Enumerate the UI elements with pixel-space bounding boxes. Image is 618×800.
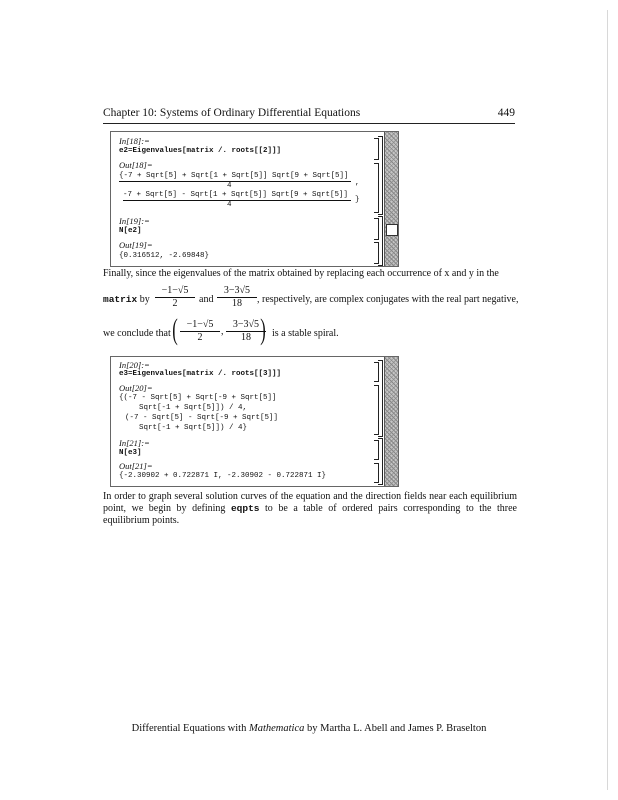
notebook-scrollbar[interactable] [384, 132, 398, 266]
in21-label: In[21]:= [119, 438, 150, 448]
matrix-word: matrix [103, 294, 138, 305]
in19-label: In[19]:= [119, 216, 150, 226]
out18-den2: 4 [227, 201, 232, 209]
in20-input[interactable]: e3=Eigenvalues[matrix /. roots[[3]]] [119, 370, 282, 378]
page-edge [607, 10, 608, 790]
out21-label: Out[21]= [119, 461, 153, 471]
group-bracket[interactable] [378, 216, 383, 266]
out18-fraction-bar-1 [119, 181, 351, 182]
notebook-cell-group-2 [110, 356, 399, 487]
out18-line1: {-7 + Sqrt[5] + Sqrt[1 + Sqrt[5]] Sqrt[9 + Sqrt[5]] [119, 172, 349, 180]
out20-line2: Sqrt[-1 + Sqrt[5]]) / 4, [139, 404, 248, 412]
out20-label: Out[20]= [119, 383, 153, 393]
fraction-a [155, 285, 195, 310]
in21-input[interactable]: N[e3] [119, 449, 142, 457]
fraction-b [217, 285, 257, 310]
notebook-cell-group-1 [110, 131, 399, 267]
by-word: by [137, 294, 150, 305]
out20-line3: (-7 - Sqrt[5] - Sqrt[-9 + Sqrt[5]] [125, 414, 279, 422]
out20-line1: {(-7 - Sqrt[5] + Sqrt[-9 + Sqrt[5]] [119, 394, 277, 402]
scrollbar-thumb[interactable] [386, 224, 398, 236]
out19-value: {0.316512, -2.69848} [119, 252, 210, 260]
para2-after: to be a table of ordered pairs corresponding to the three equilibrium points. [103, 503, 517, 526]
footer-before: Differential Equations with [131, 723, 249, 734]
group-bracket[interactable] [378, 360, 383, 437]
right-paren: ) [260, 313, 266, 346]
stable-spiral-text: is a stable spiral. [272, 328, 339, 339]
left-paren: ( [172, 313, 178, 346]
in18-input[interactable]: e2=Eigenvalues[matrix /. roots[[2]]] [119, 147, 282, 155]
out18-line2: -7 + Sqrt[5] - Sqrt[1 + Sqrt[5]] Sqrt[9 + Sqrt[5]] [123, 191, 349, 199]
fraction-a-num: −1−√5 [155, 285, 195, 298]
in19-input[interactable]: N[e2] [119, 227, 142, 235]
out18-comma: , [355, 179, 360, 187]
point-b-den: 18 [241, 332, 251, 343]
eqpts-word: eqpts [230, 503, 260, 514]
group-bracket[interactable] [378, 438, 383, 485]
out20-line4: Sqrt[-1 + Sqrt[5]]) / 4} [139, 424, 248, 432]
footer-after: by Martha L. Abell and James P. Braselton [304, 723, 487, 734]
point-a-num: −1−√5 [180, 319, 220, 332]
page-number: 449 [497, 107, 515, 119]
out19-label: Out[19]= [119, 240, 153, 250]
in20-label: In[20]:= [119, 360, 150, 370]
in18-label: In[18]:= [119, 136, 150, 146]
fraction-b-den: 18 [232, 298, 242, 309]
notebook-scrollbar[interactable] [384, 357, 398, 486]
chapter-title: Chapter 10: Systems of Ordinary Differential Equations [103, 107, 361, 119]
footer-italic: Mathematica [248, 723, 305, 734]
group-bracket[interactable] [378, 136, 383, 215]
notebook-content-2 [111, 357, 374, 486]
point-a-den: 2 [197, 332, 203, 343]
point-b-num: 3−3√5 [226, 319, 266, 332]
point-comma: , [221, 326, 224, 337]
out18-label: Out[18]= [119, 160, 153, 170]
out21-value: {-2.30902 + 0.722871 I, -2.30902 - 0.722871 I} [119, 472, 327, 480]
out18-den1: 4 [227, 182, 232, 190]
notebook-content-1 [111, 132, 374, 266]
para2-before: In order to graph several solution curves of the equation and the direction fields near each equilibrium point, we begin by defining [103, 491, 517, 514]
out18-fraction-bar-2 [123, 200, 351, 201]
point-fraction-a [180, 319, 220, 344]
paragraph-eqpts [103, 491, 517, 527]
and-word: and [199, 294, 214, 305]
header-rule [103, 123, 515, 124]
respectively-text: , respectively, are complex conjugates with the real part negative, [257, 294, 519, 305]
out18-close: } [355, 196, 360, 204]
conclude-text: we conclude that [103, 328, 171, 339]
fraction-a-den: 2 [172, 298, 178, 309]
fraction-b-num: 3−3√5 [217, 285, 257, 298]
matrix-by-text [103, 294, 150, 305]
page-footer [0, 723, 618, 734]
paragraph-intro: Finally, since the eigenvalues of the matrix obtained by replacing each occurrence of x and y in the [103, 268, 499, 279]
